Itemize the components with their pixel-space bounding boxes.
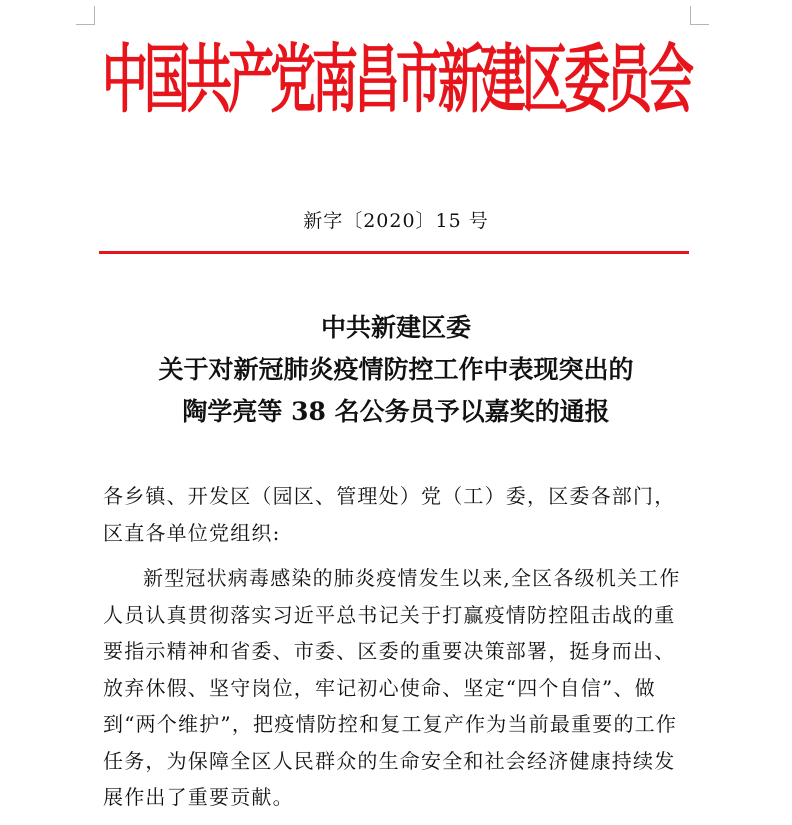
red-header-issuer: 中国共产党南昌市新建区委员会 [102,35,690,123]
page-corner-mark-right [690,6,709,25]
addressee: 各乡镇、开发区（园区、管理处）党（工）委，区委各部门，区直各单位党组织: [103,484,676,545]
document-title [0,307,792,433]
page-corner-mark-left [76,6,95,25]
title-line-2: 关于对新冠肺炎疫情防控工作中表现突出的 [158,355,634,384]
body-paragraph: 新型冠状病毒感染的肺炎疫情发生以来,全区各级机关工作人员认真贯彻落实习近平总书记关于打赢疫情防控阻击战的重要指示精神和省委、市委、区委的重要决策部署，挺身而出、放弃休假、坚守岗位，牢记初心使命、坚定“四个自信”、做到“两个维护”，把疫情防控和复工复产作为当前最重要的工作任务，为保障全区人民群众的生命安全和社会经济健康持续发展作出了重要贡献。 [103,566,681,809]
red-separator-line [99,251,689,254]
title-line-3: 陶学亮等 38 名公务员予以嘉奖的通报 [182,397,610,426]
title-line-1: 中共新建区委 [320,313,471,342]
document-number: 新字〔2020〕15 号 [303,210,489,232]
